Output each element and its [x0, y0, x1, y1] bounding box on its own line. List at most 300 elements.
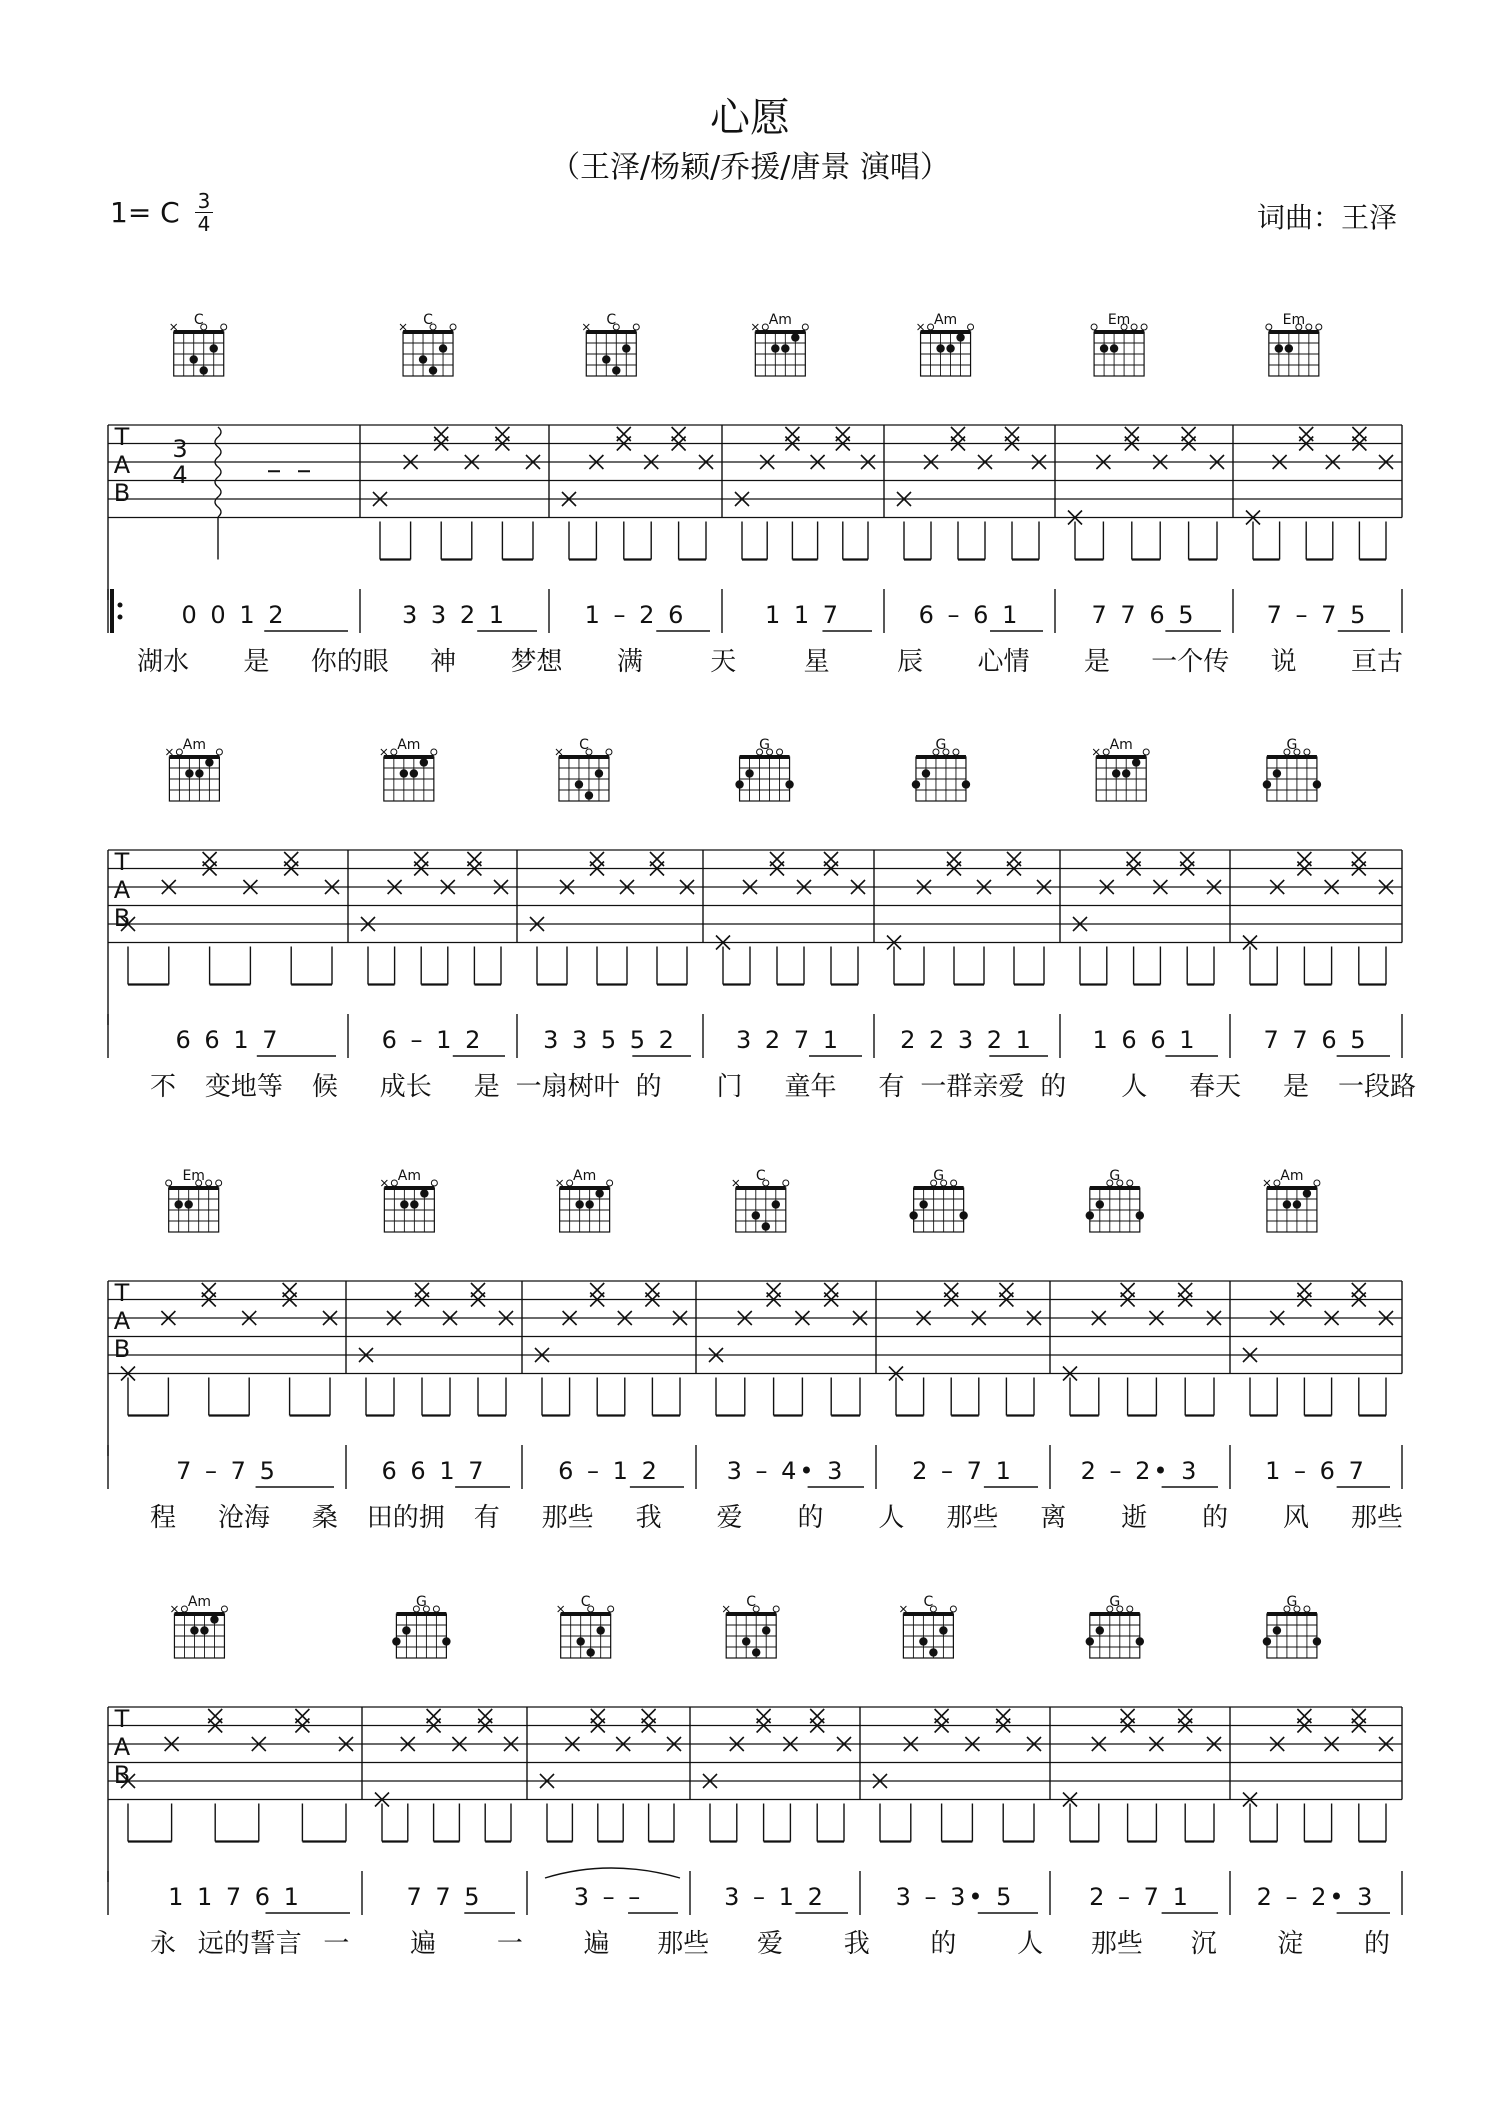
numbered-notes: 1 – 6 7	[1265, 1457, 1367, 1485]
measure	[1050, 1168, 1221, 1489]
chord-finger-dot	[442, 1637, 450, 1645]
measure	[360, 312, 540, 633]
chord-open-string-mark	[216, 749, 222, 755]
measure	[108, 1594, 353, 1915]
chord-open-string-mark	[1091, 324, 1097, 330]
chord-diagram	[557, 1168, 613, 1232]
notation-repeat-dot	[118, 603, 123, 608]
numbered-notes: 3 2 7 1	[736, 1026, 841, 1054]
chord-open-string-mark	[1143, 749, 1149, 755]
chord-name: G	[1109, 1168, 1121, 1184]
chord-diagram	[1086, 1594, 1144, 1658]
lyric-word: 的	[930, 1929, 957, 1959]
chord-name: Em	[1107, 312, 1131, 328]
chord-diagram	[1263, 1594, 1321, 1658]
chord-open-string-mark	[1131, 324, 1137, 330]
tab-time-signature-top: 3	[172, 435, 188, 463]
chord-finger-dot	[762, 1222, 770, 1230]
numbered-notes: 3 – 3• 5	[895, 1883, 1015, 1911]
chord-diagram	[1264, 1168, 1320, 1232]
song-subtitle: （王泽/杨颖/乔援/唐景 演唱）	[550, 150, 950, 185]
chord-finger-dot	[400, 1200, 408, 1208]
measure	[108, 737, 339, 1058]
chord-open-string-mark	[450, 324, 456, 330]
numbered-notes: 2 – 2• 3	[1080, 1457, 1200, 1485]
lyric-word: 你的眼	[310, 647, 389, 677]
numbered-notes: 2 – 7 1	[912, 1457, 1014, 1485]
numbered-notes: 6 6 1 7	[381, 1457, 487, 1485]
measure	[108, 312, 348, 633]
chord-muted-string-mark	[556, 749, 562, 755]
tab-clef-letter: B	[113, 1335, 131, 1363]
chord-muted-string-mark	[918, 324, 924, 330]
chord-finger-dot	[735, 780, 743, 788]
chord-name: Em	[182, 1168, 205, 1184]
lyric-word: 的	[1202, 1503, 1229, 1533]
numbered-notes: 7 7 6 5	[1263, 1026, 1369, 1054]
chord-finger-dot	[962, 780, 970, 788]
chord-diagram	[909, 1168, 967, 1232]
chord-finger-dot	[410, 769, 418, 777]
chord-open-string-mark	[433, 1606, 439, 1612]
lyric-word: 神	[430, 647, 457, 677]
chord-finger-dot	[1122, 769, 1130, 777]
chord-open-string-mark	[391, 1180, 397, 1186]
lyric-word: 心情	[977, 647, 1030, 677]
chord-open-string-mark	[221, 324, 227, 330]
lyric-word: 辰	[897, 647, 924, 677]
chord-finger-dot	[1273, 1626, 1281, 1634]
lyric-word: 是	[473, 1072, 500, 1102]
chord-finger-dot	[1096, 1200, 1104, 1208]
chord-diagram	[918, 312, 974, 376]
chord-finger-dot	[1136, 1637, 1144, 1645]
lyric-word: 桑	[311, 1503, 338, 1533]
tab-system-4	[108, 1594, 1402, 1959]
numbered-notes: 0 0 1 2	[181, 601, 287, 629]
chord-name: Am	[933, 312, 958, 328]
lyric-word: 春天	[1189, 1072, 1242, 1102]
chord-name: Am	[397, 1168, 421, 1184]
tab-clef-letter: B	[113, 904, 131, 932]
chord-diagram	[381, 737, 437, 801]
chord-open-string-mark	[951, 1180, 957, 1186]
chord-finger-dot	[1313, 780, 1321, 788]
lyric-word: 亘古	[1350, 647, 1404, 677]
chord-name: C	[579, 737, 589, 753]
chord-finger-dot	[1100, 344, 1108, 352]
chord-finger-dot	[1273, 769, 1281, 777]
measure	[884, 312, 1046, 633]
chord-open-string-mark	[608, 1606, 614, 1612]
chord-finger-dot	[190, 1626, 198, 1634]
chord-open-string-mark	[1306, 324, 1312, 330]
chord-name: C	[746, 1594, 757, 1610]
lyric-word: 那些	[541, 1503, 594, 1533]
chord-finger-dot	[956, 333, 964, 341]
lyric-word: 人	[1121, 1072, 1148, 1102]
chord-finger-dot	[205, 758, 213, 766]
lyric-word: 的	[635, 1072, 662, 1102]
chord-diagram	[1091, 312, 1147, 376]
tab-system-2	[108, 737, 1416, 1102]
chord-finger-dot	[791, 333, 799, 341]
chord-diagram	[900, 1594, 956, 1658]
lyric-word: 天	[710, 647, 737, 677]
numbered-notes: 3 3 5 5 2	[543, 1026, 677, 1054]
chord-finger-dot	[429, 366, 437, 374]
chord-diagram	[723, 1594, 779, 1658]
chord-name: Am	[768, 312, 792, 328]
chord-muted-string-mark	[723, 1606, 729, 1612]
lyric-word: 沧海	[217, 1503, 270, 1533]
lyric-word: 梦想	[510, 647, 563, 677]
chord-finger-dot	[1263, 780, 1271, 788]
lyric-word: 遍	[583, 1929, 610, 1959]
lyric-word: 的	[1363, 1929, 1391, 1959]
measure	[517, 737, 694, 1058]
chord-name: G	[1286, 1594, 1298, 1610]
chord-open-string-mark	[777, 749, 783, 755]
measure	[690, 1594, 851, 1915]
lyric-word: 淀	[1277, 1929, 1304, 1959]
chord-muted-string-mark	[381, 1180, 387, 1186]
lyric-word: 星	[803, 647, 830, 677]
numbered-notes: 1 1 7 6 1	[168, 1883, 302, 1911]
numbered-notes: 3 – 4• 3	[726, 1457, 846, 1485]
chord-muted-string-mark	[900, 1606, 906, 1612]
chord-finger-dot	[785, 780, 793, 788]
chord-finger-dot	[402, 1626, 410, 1634]
chord-finger-dot	[184, 1200, 192, 1208]
chord-open-string-mark	[1304, 1606, 1310, 1612]
measure	[876, 1168, 1041, 1489]
chord-finger-dot	[420, 1189, 428, 1197]
lyric-word: 一扇树叶	[515, 1072, 620, 1102]
numbered-notes: 7 – 7 5	[176, 1457, 278, 1485]
chord-finger-dot	[912, 780, 920, 788]
measure	[346, 1168, 513, 1489]
chord-finger-dot	[419, 355, 427, 363]
chord-finger-dot	[622, 344, 630, 352]
lyric-word: 童年	[784, 1072, 837, 1102]
chord-finger-dot	[200, 366, 208, 374]
chord-finger-dot	[1293, 1200, 1301, 1208]
lyric-word: 是	[1283, 1072, 1310, 1102]
chord-name: Am	[1280, 1168, 1304, 1184]
arpeggio-mark	[215, 427, 221, 517]
chord-diagram	[733, 1168, 789, 1232]
chord-open-string-mark	[221, 1606, 227, 1612]
chord-finger-dot	[771, 344, 779, 352]
chord-finger-dot	[420, 758, 428, 766]
chord-muted-string-mark	[557, 1180, 563, 1186]
lyric-word: 那些	[657, 1929, 710, 1959]
chord-finger-dot	[1096, 1626, 1104, 1634]
chord-name: G	[1286, 737, 1298, 753]
lyric-word: 我	[635, 1503, 662, 1533]
chord-open-string-mark	[773, 1606, 779, 1612]
measure	[696, 1168, 867, 1489]
chord-open-string-mark	[633, 324, 639, 330]
numbered-notes: 1 6 6 1	[1092, 1026, 1198, 1054]
chord-finger-dot	[922, 769, 930, 777]
numbered-notes: 1 1 7	[764, 601, 842, 629]
measure	[860, 1594, 1041, 1915]
chord-name: Am	[1109, 737, 1133, 753]
lyric-word: 远的誓言	[197, 1929, 302, 1959]
numbered-notes: 3 – –	[573, 1883, 644, 1911]
tab-clef-letter: T	[114, 1705, 130, 1733]
chord-finger-dot	[612, 366, 620, 374]
tab-clef-letter: A	[113, 1307, 131, 1335]
chord-open-string-mark	[391, 749, 397, 755]
chord-diagram	[583, 312, 639, 376]
tab-system-3	[108, 1168, 1403, 1533]
chord-open-string-mark	[606, 749, 612, 755]
lyric-word: 候	[311, 1072, 338, 1102]
measure	[1233, 312, 1393, 633]
chord-name: C	[580, 1594, 591, 1610]
chord-muted-string-mark	[1093, 749, 1099, 755]
chord-diagram	[735, 737, 793, 801]
chord-finger-dot	[929, 1648, 937, 1656]
lyric-word: 满	[616, 647, 643, 677]
lyric-word: 是	[243, 647, 270, 677]
lyric-word: 爱	[716, 1503, 743, 1533]
chord-diagram	[752, 312, 808, 376]
chord-finger-dot	[1303, 1189, 1311, 1197]
chord-diagram	[558, 1594, 614, 1658]
lyric-word: 成长	[379, 1072, 432, 1102]
lyric-word: 程	[149, 1503, 177, 1533]
lyric-word: 我	[843, 1929, 870, 1959]
lyric-word: 永	[149, 1929, 177, 1959]
chord-open-string-mark	[1316, 324, 1322, 330]
tab-clef-letter: B	[113, 1761, 131, 1789]
chord-finger-dot	[185, 769, 193, 777]
measure	[1230, 1594, 1393, 1915]
lyric-word: 门	[716, 1072, 743, 1102]
chord-finger-dot	[575, 780, 583, 788]
chord-muted-string-mark	[1264, 1180, 1270, 1186]
chord-finger-dot	[1132, 758, 1140, 766]
chord-finger-dot	[576, 1637, 584, 1645]
chord-open-string-mark	[1103, 749, 1109, 755]
lyric-word: 不	[149, 1072, 177, 1102]
chord-finger-dot	[575, 1200, 583, 1208]
chord-muted-string-mark	[171, 1606, 177, 1612]
chord-open-string-mark	[1127, 1180, 1133, 1186]
numbered-notes: 2 – 7 1	[1089, 1883, 1191, 1911]
chord-finger-dot	[439, 344, 447, 352]
chord-diagram	[1263, 737, 1321, 801]
chord-finger-dot	[585, 791, 593, 799]
measure	[1230, 737, 1393, 1058]
chord-name: G	[933, 1168, 945, 1184]
tab-clef-letter: T	[114, 1279, 130, 1307]
measure	[1060, 737, 1221, 1058]
numbered-notes: 7 7 6 5	[1091, 601, 1197, 629]
chord-diagram	[556, 737, 612, 801]
time-signature-top: 3	[197, 189, 211, 213]
chord-diagram	[912, 737, 970, 801]
chord-open-string-mark	[206, 1180, 212, 1186]
chord-muted-string-mark	[400, 324, 406, 330]
chord-finger-dot	[909, 1211, 917, 1219]
chord-finger-dot	[1283, 1200, 1291, 1208]
numbered-notes: 2 – 2• 3	[1256, 1883, 1376, 1911]
chord-name: Am	[187, 1594, 212, 1610]
chord-name: G	[935, 737, 947, 753]
lyric-word: 湖水	[136, 647, 190, 677]
chord-finger-dot	[190, 355, 198, 363]
tab-system-1	[108, 312, 1403, 677]
numbered-notes: 2 2 3 2 1	[900, 1026, 1034, 1054]
tab-time-signature-bottom: 4	[172, 461, 188, 489]
lyric-word: 人	[878, 1503, 905, 1533]
measure	[874, 737, 1051, 1058]
measure	[1050, 1594, 1221, 1915]
chord-finger-dot	[595, 1189, 603, 1197]
chord-finger-dot	[1110, 344, 1118, 352]
chord-open-string-mark	[431, 749, 437, 755]
lyric-word: 那些	[946, 1503, 999, 1533]
chord-name: Am	[182, 737, 207, 753]
lyric-word: 田的拥	[366, 1503, 445, 1533]
measure	[108, 1168, 337, 1489]
chord-finger-dot	[1275, 344, 1283, 352]
chord-name: G	[1109, 1594, 1121, 1610]
chord-muted-string-mark	[733, 1180, 739, 1186]
chord-finger-dot	[745, 769, 753, 777]
tie-arc	[545, 1868, 680, 1878]
chord-finger-dot	[195, 769, 203, 777]
chord-finger-dot	[1112, 769, 1120, 777]
chord-finger-dot	[742, 1637, 750, 1645]
chord-finger-dot	[1086, 1637, 1094, 1645]
lyric-word: 变地等	[204, 1072, 283, 1102]
lyric-word: 那些	[1090, 1929, 1143, 1959]
lyric-word: 一段路	[1337, 1072, 1417, 1102]
chord-open-string-mark	[953, 749, 959, 755]
chord-finger-dot	[781, 344, 789, 352]
chord-open-string-mark	[166, 1180, 172, 1186]
chord-finger-dot	[1313, 1637, 1321, 1645]
chord-finger-dot	[174, 1200, 182, 1208]
measure	[1055, 312, 1224, 633]
chord-name: C	[193, 312, 204, 328]
chord-finger-dot	[602, 355, 610, 363]
lyric-word: 遍	[410, 1929, 437, 1959]
chord-diagram	[1266, 312, 1322, 376]
chord-finger-dot	[400, 769, 408, 777]
chord-finger-dot	[392, 1637, 400, 1645]
lyric-word: 一个传	[1151, 647, 1230, 677]
chord-open-string-mark	[567, 1180, 573, 1186]
measure	[722, 312, 875, 633]
chord-open-string-mark	[216, 1180, 222, 1186]
chord-finger-dot	[410, 1200, 418, 1208]
chord-finger-dot	[752, 1211, 760, 1219]
chord-diagram	[171, 1594, 227, 1658]
chord-muted-string-mark	[752, 324, 758, 330]
chord-open-string-mark	[1314, 1180, 1320, 1186]
numbered-notes: 7 – 7 5	[1266, 601, 1369, 629]
chord-finger-dot	[936, 344, 944, 352]
chord-muted-string-mark	[166, 749, 172, 755]
chord-open-string-mark	[1304, 749, 1310, 755]
tab-clef-letter: A	[113, 876, 131, 904]
numbered-notes: 7 7 5	[406, 1883, 483, 1911]
tab-clef-letter: T	[114, 423, 130, 451]
measure	[527, 1594, 681, 1915]
measure	[703, 737, 865, 1058]
chord-finger-dot	[200, 1626, 208, 1634]
chord-open-string-mark	[783, 1180, 789, 1186]
measure	[1230, 1168, 1393, 1489]
chord-open-string-mark	[431, 1180, 437, 1186]
chord-open-string-mark	[802, 324, 808, 330]
chord-name: G	[759, 737, 770, 753]
chord-finger-dot	[919, 1637, 927, 1645]
chord-finger-dot	[752, 1648, 760, 1656]
numbered-notes: 6 – 1 2	[381, 1026, 484, 1054]
lyric-word: 人	[1017, 1929, 1044, 1959]
numbered-notes: 3 3 2 1	[402, 601, 507, 629]
tab-clef-letter: B	[113, 479, 131, 507]
chord-finger-dot	[1285, 344, 1293, 352]
chord-finger-dot	[210, 1615, 218, 1623]
lyric-word: 有	[473, 1503, 500, 1533]
chord-finger-dot	[210, 344, 218, 352]
chord-finger-dot	[946, 344, 954, 352]
chord-open-string-mark	[607, 1180, 613, 1186]
chord-name: C	[423, 312, 433, 328]
chord-muted-string-mark	[558, 1606, 564, 1612]
lyric-word: 有	[878, 1072, 905, 1102]
chord-open-string-mark	[968, 324, 974, 330]
chord-finger-dot	[959, 1211, 967, 1219]
measure	[549, 312, 713, 633]
chord-diagram	[166, 1168, 222, 1232]
chord-finger-dot	[585, 1200, 593, 1208]
numbered-notes: 1 – 2 6	[584, 601, 687, 629]
tab-clef-letter: A	[113, 451, 131, 479]
chord-name: Am	[573, 1168, 597, 1184]
lyric-word: 一	[323, 1929, 350, 1959]
chord-finger-dot	[1136, 1211, 1144, 1219]
chord-muted-string-mark	[171, 324, 177, 330]
chord-open-string-mark	[1127, 1606, 1133, 1612]
key-signature: 1= C	[110, 196, 180, 229]
chord-open-string-mark	[950, 1606, 956, 1612]
chord-diagram	[171, 312, 227, 376]
chord-open-string-mark	[928, 324, 934, 330]
chord-open-string-mark	[1266, 324, 1272, 330]
chord-finger-dot	[772, 1200, 780, 1208]
tab-clef-letter: T	[114, 848, 130, 876]
numbered-notes: 6 6 1 7	[175, 1026, 281, 1054]
chord-open-string-mark	[1274, 1180, 1280, 1186]
chord-finger-dot	[919, 1200, 927, 1208]
lyric-word: 一	[496, 1929, 523, 1959]
lyric-word: 说	[1270, 647, 1297, 677]
chord-diagram	[400, 312, 456, 376]
lyric-word: 逝	[1121, 1503, 1148, 1533]
lyric-word: 沉	[1190, 1929, 1217, 1959]
measure	[522, 1168, 687, 1489]
